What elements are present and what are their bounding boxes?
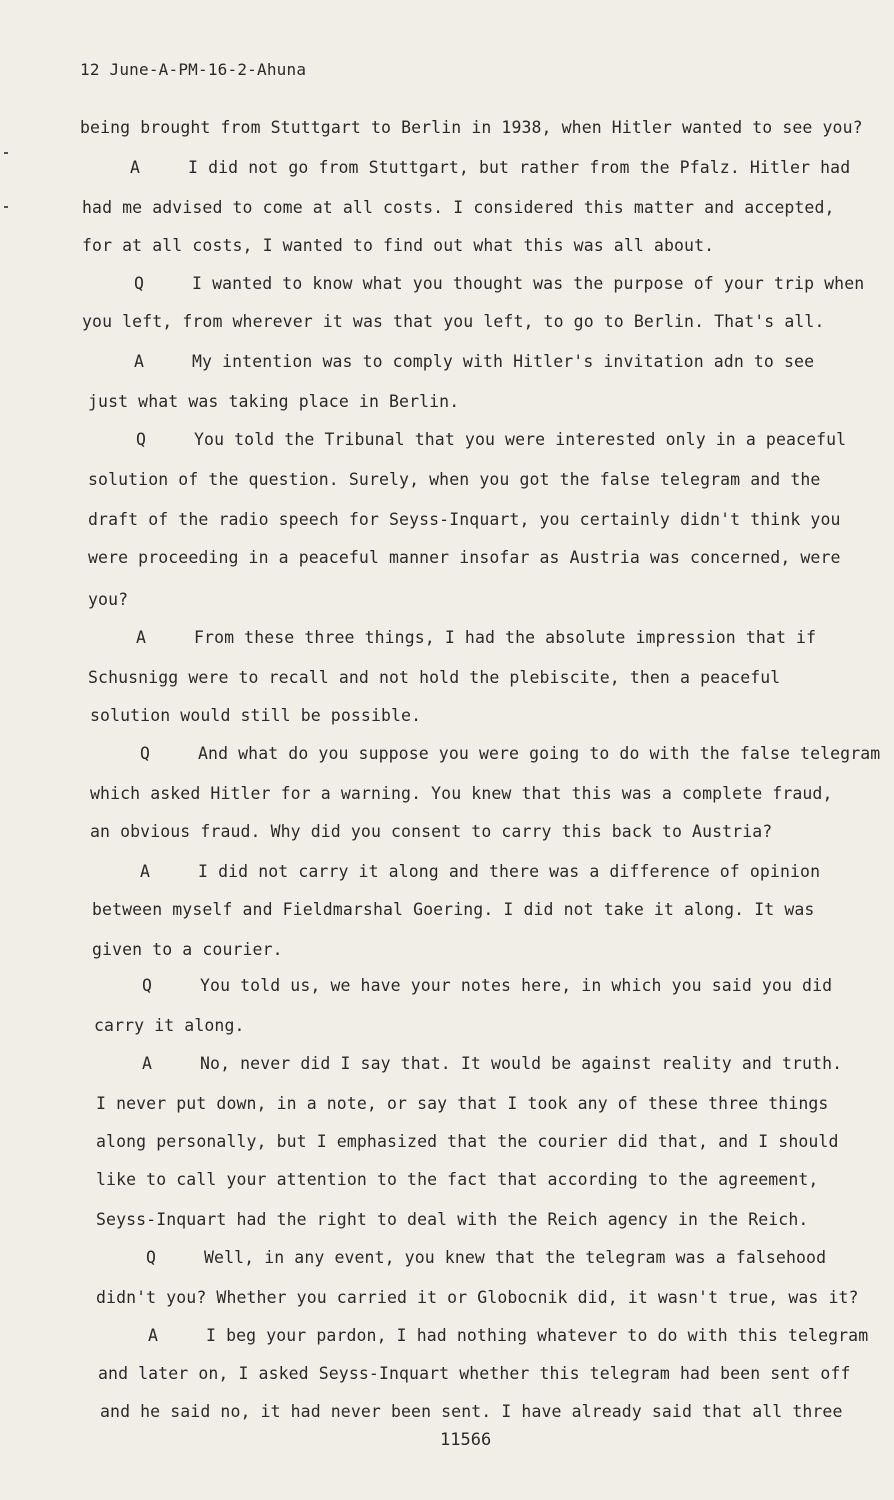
line-text: My intention was to comply with Hitler's invitation adn to see	[192, 352, 815, 371]
speaker-label: Q	[134, 274, 145, 293]
transcript-line	[90, 822, 772, 841]
line-text: like to call your attention to the fact that according to the agreement,	[96, 1170, 819, 1189]
line-text: didn't you? Whether you carried it or Globocnik did, it wasn't true, was it?	[96, 1288, 859, 1307]
line-text: From these three things, I had the absolute impression that if	[194, 628, 817, 647]
transcript-line	[82, 312, 825, 331]
transcript-line	[82, 198, 835, 217]
line-text: and later on, I asked Seyss-Inquart whether this telegram had been sent off	[98, 1364, 851, 1383]
transcript-line	[82, 236, 714, 255]
line-text: carry it along.	[94, 1016, 245, 1035]
page-number: 11566	[440, 1430, 492, 1450]
speaker-label: A	[140, 862, 151, 881]
speaker-label: Q	[146, 1248, 157, 1267]
line-text: which asked Hitler for a warning. You knew that this was a complete fraud,	[90, 784, 833, 803]
transcript-line	[94, 1016, 245, 1035]
transcript-line	[136, 430, 846, 449]
transcript-line	[146, 1248, 826, 1267]
speaker-label: A	[134, 352, 145, 371]
line-text: just what was taking place in Berlin.	[88, 392, 460, 411]
transcript-line	[90, 706, 421, 725]
speaker-label: Q	[140, 744, 151, 763]
line-text: Well, in any event, you knew that the telegram was a falsehood	[204, 1248, 827, 1267]
line-text: No, never did I say that. It would be against reality and truth.	[200, 1054, 843, 1073]
transcript-line	[88, 548, 841, 567]
transcript-line	[96, 1094, 828, 1113]
line-text: given to a courier.	[92, 940, 283, 959]
transcript-line	[142, 976, 832, 995]
line-text: being brought from Stuttgart to Berlin in 1938, when Hitler wanted to see you?	[80, 118, 863, 137]
line-text: You told the Tribunal that you were interested only in a peaceful	[194, 430, 847, 449]
transcript-line	[88, 668, 780, 687]
line-text: had me advised to come at all costs. I considered this matter and accepted,	[82, 198, 835, 217]
line-text: you left, from wherever it was that you left, to go to Berlin. That's all.	[82, 312, 825, 331]
speaker-label: A	[136, 628, 147, 647]
transcript-line	[96, 1210, 808, 1229]
speaker-label: A	[148, 1326, 159, 1345]
transcript-line	[140, 744, 880, 763]
line-text: for at all costs, I wanted to find out what this was all about.	[82, 236, 715, 255]
transcript-line	[90, 784, 833, 803]
margin-mark	[4, 206, 8, 208]
transcript-line	[88, 392, 459, 411]
transcript-line	[92, 940, 283, 959]
line-text: I never put down, in a note, or say that I took any of these three things	[96, 1094, 829, 1113]
line-text: I did not go from Stuttgart, but rather from the Pfalz. Hitler had	[188, 158, 851, 177]
line-text: you?	[88, 590, 129, 609]
transcript-line	[96, 1170, 818, 1189]
transcript-line	[140, 862, 820, 881]
transcript-line	[80, 118, 863, 137]
transcript-line	[134, 274, 864, 293]
speaker-label: A	[130, 158, 141, 177]
line-text: between myself and Fieldmarshal Goering. I did not take it along. It was	[92, 900, 815, 919]
line-text: and he said no, it had never been sent. I have already said that all three	[100, 1402, 843, 1421]
line-text: You told us, we have your notes here, in which you said you did	[200, 976, 833, 995]
transcript-line	[98, 1364, 851, 1383]
line-text: were proceeding in a peaceful manner insofar as Austria was concerned, were	[88, 548, 841, 567]
line-text: I beg your pardon, I had nothing whatever to do with this telegram	[206, 1326, 869, 1345]
transcript-line	[92, 900, 814, 919]
transcript-line	[142, 1054, 842, 1073]
transcript-line	[96, 1132, 839, 1151]
line-text: draft of the radio speech for Seyss-Inquart, you certainly didn't think you	[88, 510, 841, 529]
transcript-line	[148, 1326, 868, 1345]
transcript-line	[88, 590, 128, 609]
speaker-label: A	[142, 1054, 153, 1073]
transcript-line	[136, 628, 816, 647]
speaker-label: Q	[136, 430, 147, 449]
margin-mark	[4, 152, 8, 154]
line-text: an obvious fraud. Why did you consent to carry this back to Austria?	[90, 822, 773, 841]
transcript-line	[88, 470, 820, 489]
line-text: solution of the question. Surely, when you got the false telegram and the	[88, 470, 821, 489]
transcript-line	[100, 1402, 843, 1421]
line-text: Seyss-Inquart had the right to deal with the Reich agency in the Reich.	[96, 1210, 809, 1229]
transcript-line	[88, 510, 841, 529]
line-text: I did not carry it along and there was a difference of opinion	[198, 862, 821, 881]
line-text: along personally, but I emphasized that the courier did that, and I should	[96, 1132, 839, 1151]
line-text: I wanted to know what you thought was the purpose of your trip when	[192, 274, 865, 293]
line-text: Schusnigg were to recall and not hold the plebiscite, then a peaceful	[88, 668, 781, 687]
transcript-line	[130, 158, 850, 177]
transcript-line	[96, 1288, 859, 1307]
speaker-label: Q	[142, 976, 153, 995]
transcript-line	[134, 352, 814, 371]
page-header: 12 June-A-PM-16-2-Ahuna	[80, 60, 307, 79]
line-text: solution would still be possible.	[90, 706, 422, 725]
line-text: And what do you suppose you were going to do with the false telegram	[198, 744, 881, 763]
